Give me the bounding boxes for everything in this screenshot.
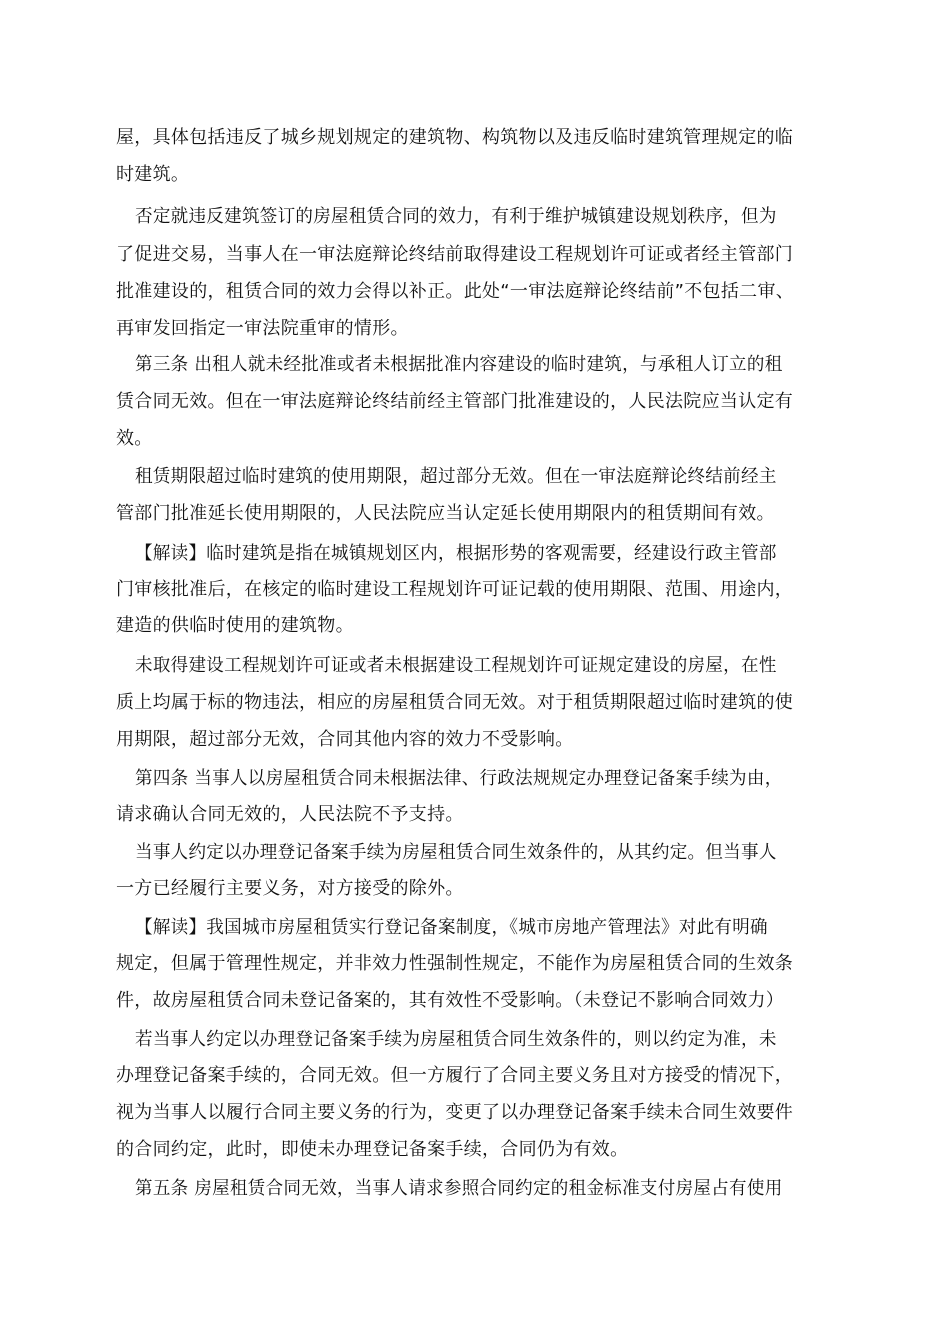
text-line: 请求确认合同无效的，人民法院不予支持。 xyxy=(116,804,464,825)
text-line: 第五条 房屋租赁合同无效，当事人请求参照合同约定的租金标准支付房屋占有使用 xyxy=(135,1178,783,1199)
text-line: 【解读】临时建筑是指在城镇规划区内，根据形势的客观需要，经建设行政主管部 xyxy=(135,543,777,564)
text-line: 规定，但属于管理性规定，并非效力性强制性规定，不能作为房屋租赁合同的生效条 xyxy=(116,953,794,974)
text-line: 第三条 出租人就未经批准或者未根据批准内容建设的临时建筑，与承租人订立的租 xyxy=(135,354,783,375)
text-line: 用期限，超过部分无效，合同其他内容的效力不受影响。 xyxy=(116,729,574,750)
text-line: 门审核批准后，在核定的临时建设工程规划许可证记载的使用期限、范围、用途内， xyxy=(116,579,794,600)
text-line: 件，故房屋租赁合同未登记备案的，其有效性不受影响。（未登记不影响合同效力） xyxy=(116,990,785,1011)
text-line: 建造的供临时使用的建筑物。 xyxy=(116,615,354,636)
text-line: 当事人约定以办理登记备案手续为房屋租赁合同生效条件的，从其约定。但当事人 xyxy=(135,842,777,863)
text-line: 的合同约定，此时，即使未办理登记备案手续，合同仍为有效。 xyxy=(116,1139,629,1160)
text-line: 办理登记备案手续的，合同无效。但一方履行了合同主要义务且对方接受的情况下， xyxy=(116,1065,794,1086)
text-line: 若当事人约定以办理登记备案手续为房屋租赁合同生效条件的，则以约定为准，未 xyxy=(135,1029,777,1050)
text-line: 【解读】我国城市房屋租赁实行登记备案制度，《城市房地产管理法》对此有明确 xyxy=(135,917,768,938)
text-line: 赁合同无效。但在一审法庭辩论终结前经主管部门批准建设的，人民法院应当认定有 xyxy=(116,391,794,412)
text-line: 管部门批准延长使用期限的，人民法院应当认定延长使用期限内的租赁期间有效。 xyxy=(116,503,775,524)
text-line: 批准建设的，租赁合同的效力会得以补正。此处“一审法庭辩论终结前”不包括二审、 xyxy=(116,281,795,302)
text-line: 质上均属于标的物违法，相应的房屋租赁合同无效。对于租赁期限超过临时建筑的使 xyxy=(116,692,794,713)
text-line: 第四条 当事人以房屋租赁合同未根据法律、行政法规规定办理登记备案手续为由， xyxy=(135,768,783,789)
text-line: 否定就违反建筑签订的房屋租赁合同的效力，有利于维护城镇建设规划秩序，但为 xyxy=(135,206,777,227)
text-line: 未取得建设工程规划许可证或者未根据建设工程规划许可证规定建设的房屋，在性 xyxy=(135,655,777,676)
text-line: 了促进交易，当事人在一审法庭辩论终结前取得建设工程规划许可证或者经主管部门 xyxy=(116,244,794,265)
text-line: 时建筑。 xyxy=(116,164,190,185)
text-line: 屋，具体包括违反了城乡规划规定的建筑物、构筑物以及违反临时建筑管理规定的临 xyxy=(116,127,794,148)
text-line: 一方已经履行主要义务，对方接受的除外。 xyxy=(116,878,464,899)
text-line: 效。 xyxy=(116,428,153,449)
text-line: 租赁期限超过临时建筑的使用期限，超过部分无效。但在一审法庭辩论终结前经主 xyxy=(135,466,777,487)
text-line: 视为当事人以履行合同主要义务的行为，变更了以办理登记备案手续未合同生效要件 xyxy=(116,1102,794,1123)
text-line: 再审发回指定一审法院重审的情形。 xyxy=(116,318,409,339)
